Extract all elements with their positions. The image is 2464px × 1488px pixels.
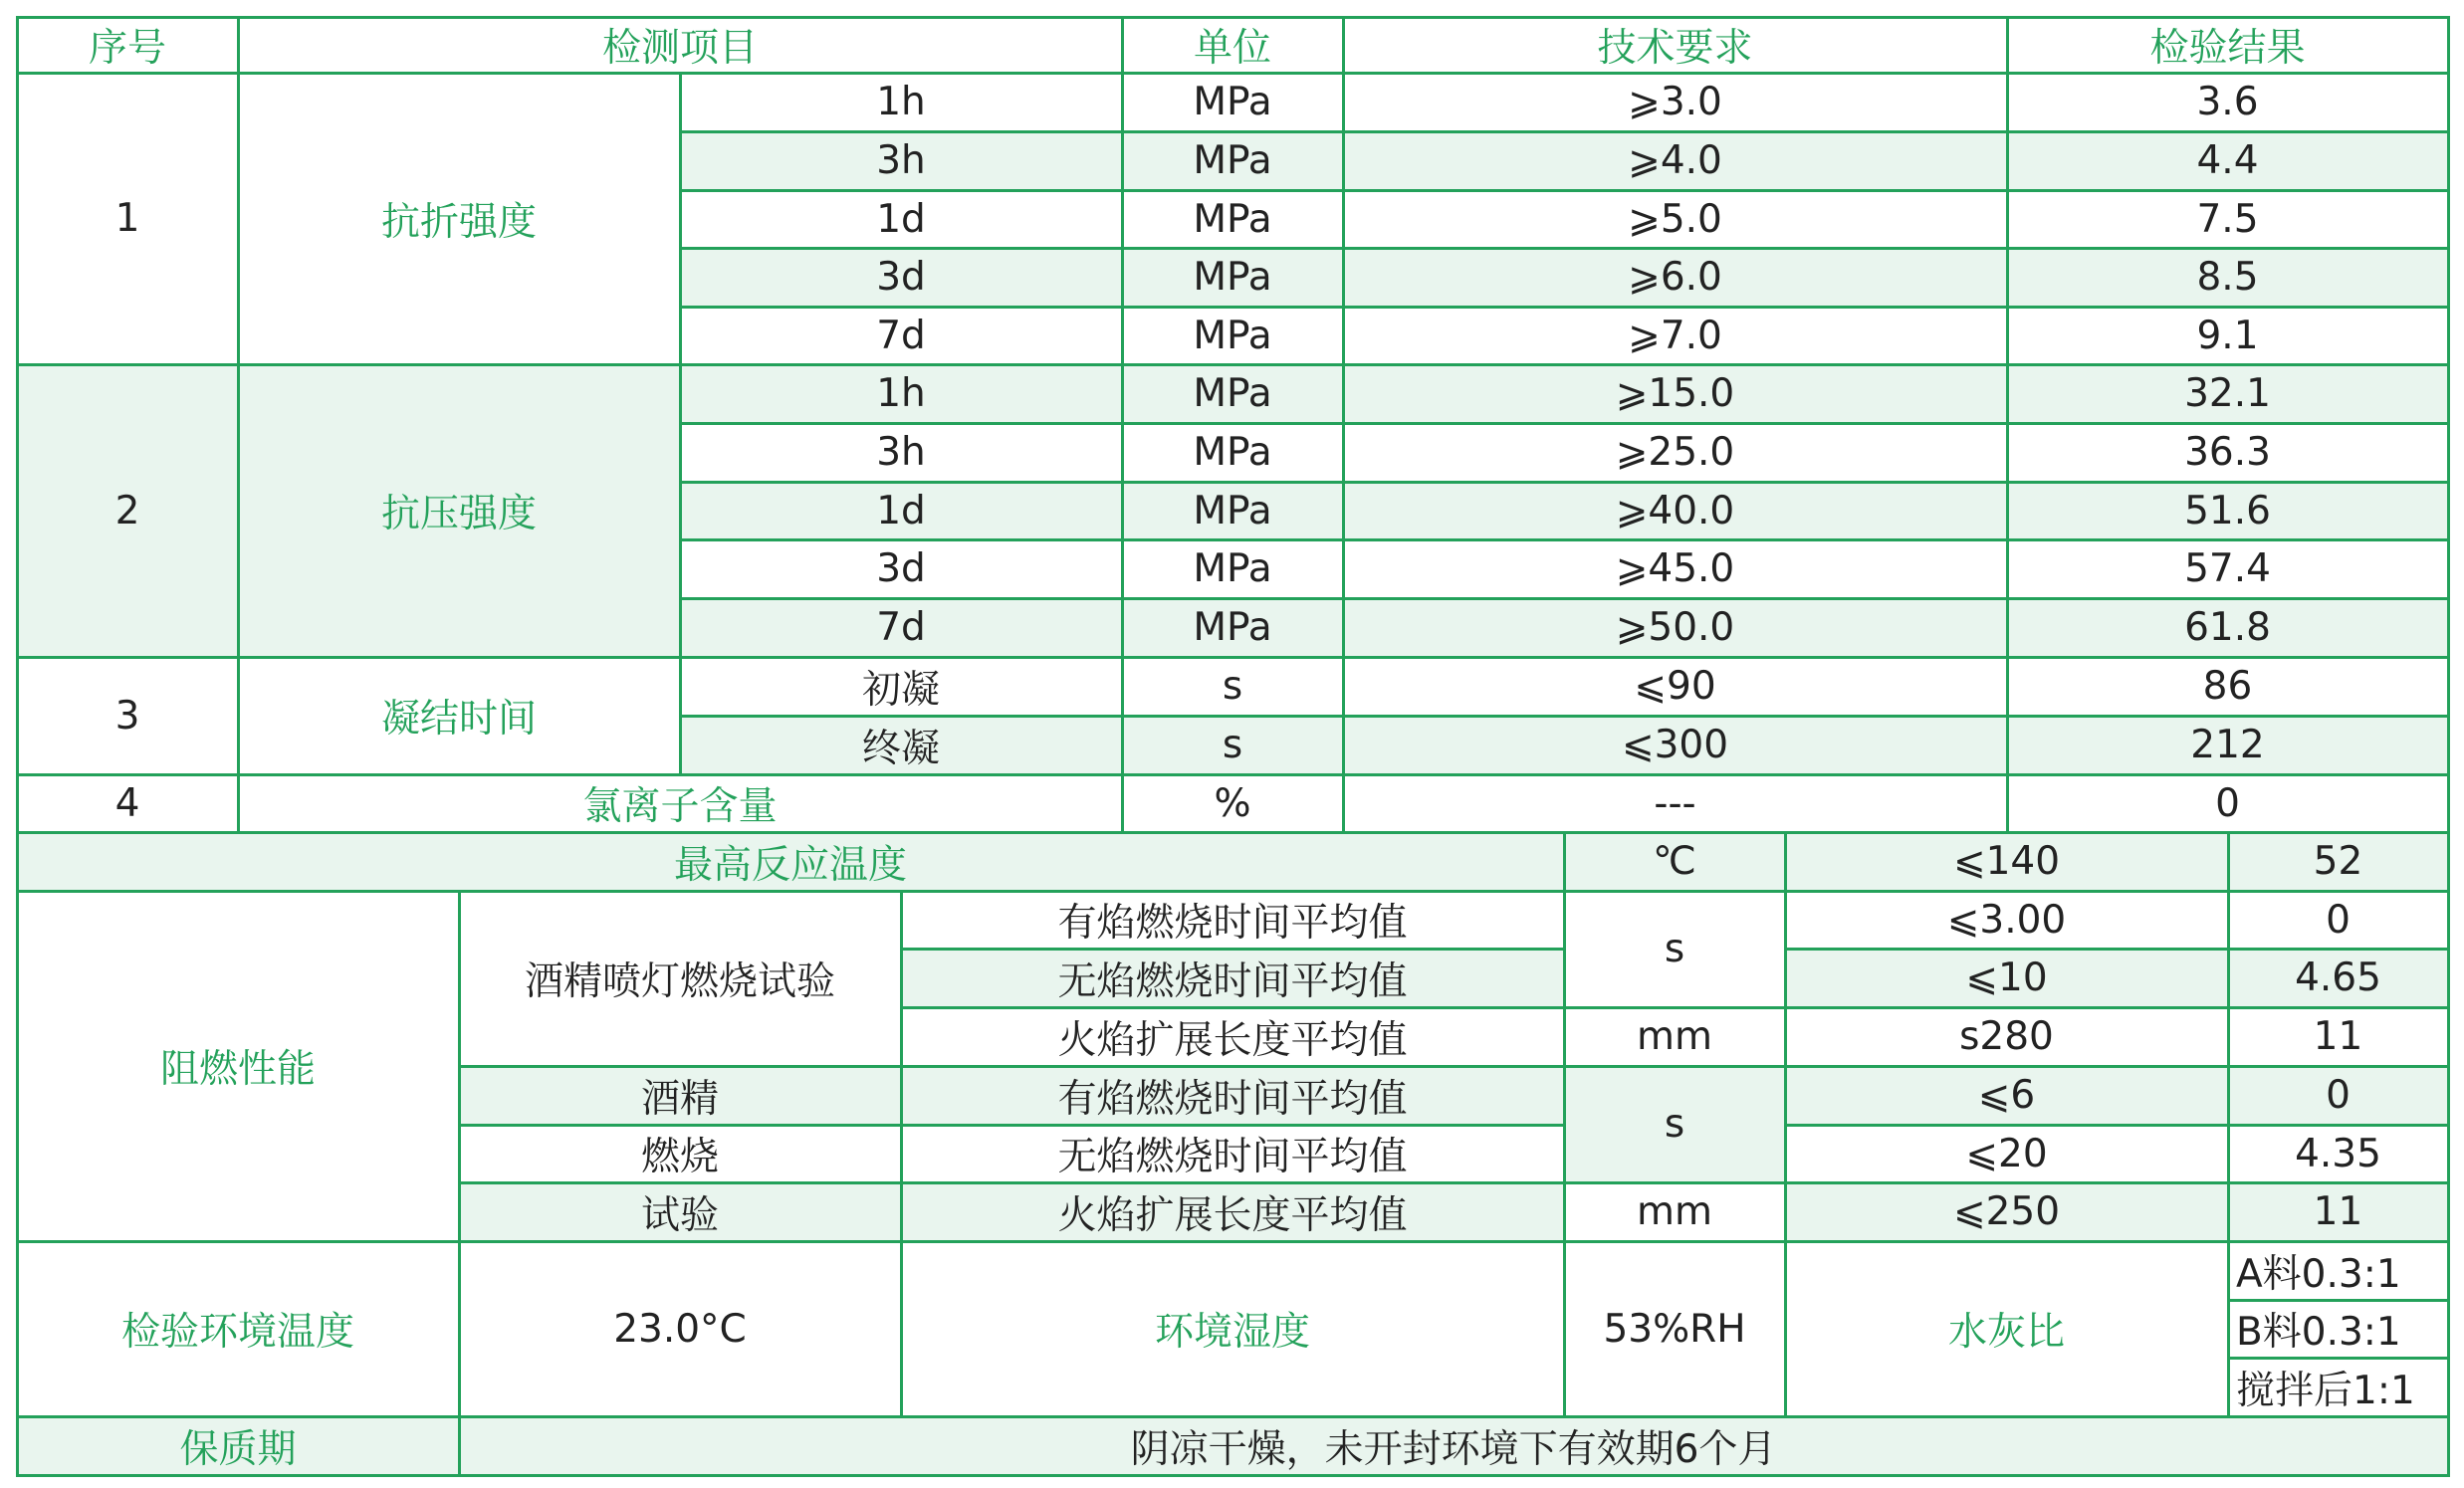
- grid-line: [679, 715, 2450, 718]
- grid-line: [16, 773, 2450, 776]
- grid-line: [679, 130, 2450, 133]
- row-unit: MPa: [1193, 546, 1272, 591]
- group3-no: 3: [114, 693, 140, 739]
- grid-line: [2006, 16, 2009, 834]
- ratio-c: 搅拌后1:1: [2236, 1368, 2415, 1413]
- max-temp-requirement: ⩽140: [1785, 832, 2228, 891]
- row-sub: 初凝: [861, 667, 940, 713]
- flame-unit-s1: s: [1664, 927, 1685, 971]
- grid-line: [679, 538, 2450, 541]
- row-sub: 3d: [680, 248, 1122, 307]
- row-result: 8.5: [2007, 248, 2448, 307]
- row-unit: MPa: [1193, 196, 1272, 242]
- grid-line: [679, 306, 2450, 309]
- env-humidity-value: 53%RH: [1603, 1306, 1746, 1352]
- row-sub: 3h: [680, 131, 1122, 190]
- flame-row-requirement: ⩽3.00: [1946, 897, 2067, 943]
- row-sub: 1d: [876, 196, 926, 242]
- row-result: 212: [2007, 716, 2448, 774]
- grid-line: [1563, 831, 1566, 1418]
- row-result: 3.6: [2196, 80, 2259, 124]
- group4-no: 4: [114, 780, 140, 826]
- header-unit: 单位: [1193, 26, 1271, 71]
- max-temp-label: 最高反应温度: [17, 832, 1564, 891]
- grid-line: [16, 1415, 2450, 1418]
- flame-row-result: 4.65: [2228, 949, 2448, 1007]
- grid-line: [16, 16, 19, 1477]
- row-result: 61.8: [2007, 598, 2448, 657]
- flame-row-requirement: ⩽250: [1785, 1182, 2228, 1241]
- grid-line: [1342, 16, 1345, 834]
- group2-no: 2: [17, 364, 238, 657]
- env-temp-value: 23.0°C: [613, 1306, 747, 1352]
- row-requirement: ⩾6.0: [1343, 248, 2007, 307]
- grid-line: [16, 16, 2450, 19]
- water-cement-ratio-label: 水灰比: [1947, 1310, 2065, 1355]
- flame-row-result: 11: [2228, 1182, 2448, 1241]
- flame-test1: 酒精喷灯燃烧试验: [524, 959, 835, 1004]
- flame-row-requirement: ⩽10: [1785, 949, 2228, 1007]
- group4-unit: %: [1214, 780, 1251, 826]
- max-temp-unit: ℃: [1564, 832, 1785, 891]
- flame-test2-a: 酒精: [459, 1066, 901, 1125]
- flame-row-requirement: ⩽6: [1785, 1066, 2228, 1125]
- row-unit: MPa: [1193, 80, 1272, 124]
- flame-unit-s2: s: [1564, 1066, 1785, 1182]
- grid-line: [900, 890, 903, 1418]
- row-requirement: ⩾4.0: [1343, 131, 2007, 190]
- flame-row-name: 火焰扩展长度平均值: [1057, 1017, 1408, 1063]
- row-requirement: ⩾25.0: [1615, 430, 1735, 475]
- grid-line: [16, 72, 2450, 75]
- group3-label: 凝结时间: [380, 697, 537, 742]
- grid-line: [2447, 16, 2450, 1477]
- row-requirement: ⩾5.0: [1628, 196, 1722, 242]
- row-sub: 1d: [680, 482, 1122, 539]
- flame-row-result: 0: [2326, 897, 2351, 943]
- group2-label: 抗压强度: [238, 364, 680, 657]
- grid-line: [679, 189, 2450, 192]
- grid-line: [1121, 16, 1124, 834]
- grid-line: [679, 72, 682, 775]
- row-result: 32.1: [2007, 364, 2448, 423]
- row-sub: 1h: [680, 364, 1122, 423]
- grid-line: [237, 16, 240, 834]
- row-unit: MPa: [1193, 430, 1272, 475]
- grid-line: [900, 1006, 2450, 1009]
- row-result: 36.3: [2184, 430, 2271, 475]
- flame-row-name: 有焰燃烧时间平均值: [1057, 901, 1408, 946]
- flame-row-requirement: s280: [1959, 1014, 2054, 1059]
- row-sub: 7d: [876, 313, 926, 358]
- grid-line: [679, 481, 2450, 484]
- grid-line: [458, 1124, 1565, 1127]
- grid-line: [2227, 1299, 2450, 1302]
- row-result: 51.6: [2007, 482, 2448, 539]
- header-requirement: 技术要求: [1597, 26, 1753, 71]
- row-requirement: ⩾50.0: [1343, 598, 2007, 657]
- flame-row-name: 火焰扩展长度平均值: [901, 1182, 1564, 1241]
- flame-row-name: 有焰燃烧时间平均值: [901, 1066, 1564, 1125]
- header-result: 检验结果: [2149, 26, 2306, 71]
- grid-line: [1784, 948, 2450, 951]
- row-requirement: ⩽300: [1343, 716, 2007, 774]
- row-sub: 3d: [876, 546, 926, 591]
- row-requirement: ⩾45.0: [1615, 546, 1735, 591]
- row-result: 7.5: [2196, 196, 2259, 242]
- group4-label: 氯离子含量: [582, 784, 778, 829]
- header-no: 序号: [88, 26, 166, 71]
- shelf-life-label: 保质期: [17, 1416, 459, 1475]
- flame-test2-b: 燃烧: [640, 1135, 719, 1179]
- grid-line: [16, 1474, 2450, 1477]
- flame-unit-mm1: mm: [1637, 1014, 1712, 1059]
- grid-line: [16, 890, 2450, 893]
- grid-line: [16, 656, 2450, 659]
- row-sub: 1h: [876, 80, 926, 124]
- env-temp-label: 检验环境温度: [120, 1310, 354, 1355]
- ratio-b: B料0.3:1: [2236, 1310, 2401, 1355]
- row-requirement: ⩾3.0: [1628, 80, 1722, 124]
- row-unit: MPa: [1122, 482, 1343, 539]
- grid-line: [16, 831, 2450, 834]
- row-result: 57.4: [2184, 546, 2271, 591]
- flame-test2-c: 试验: [459, 1182, 901, 1241]
- env-humidity-label: 环境湿度: [1154, 1310, 1310, 1355]
- row-requirement: ⩾15.0: [1343, 364, 2007, 423]
- row-requirement: ⩽90: [1634, 664, 1716, 709]
- flame-row-result: 4.35: [2295, 1131, 2381, 1176]
- grid-line: [1784, 1124, 2450, 1127]
- grid-line: [679, 247, 2450, 250]
- row-result: 86: [2202, 664, 2253, 709]
- group1-no: 1: [114, 196, 140, 241]
- grid-line: [458, 1181, 2450, 1184]
- row-result: 4.4: [2007, 131, 2448, 190]
- grid-line: [900, 948, 1565, 951]
- header-item: 检测项目: [601, 26, 758, 71]
- grid-line: [458, 1065, 2450, 1068]
- row-unit: s: [1222, 664, 1243, 709]
- grid-line: [2227, 1357, 2450, 1360]
- flame-unit-mm2: mm: [1637, 1189, 1712, 1234]
- max-temp-result: 52: [2228, 832, 2448, 891]
- flame-label: 阻燃性能: [159, 1047, 316, 1092]
- shelf-life-value: 阴凉干燥，未开封环境下有效期6个月: [459, 1416, 2448, 1475]
- group4-requirement: ---: [1654, 780, 1696, 826]
- row-unit: MPa: [1122, 131, 1343, 190]
- flame-row-requirement: ⩽20: [1965, 1131, 2048, 1176]
- grid-line: [16, 363, 2450, 366]
- group4-result: 0: [2215, 780, 2240, 826]
- grid-line: [16, 1240, 2450, 1243]
- flame-row-name: 无焰燃烧时间平均值: [901, 949, 1564, 1007]
- row-unit: MPa: [1122, 598, 1343, 657]
- row-requirement: ⩾7.0: [1628, 313, 1722, 358]
- row-sub: 3h: [876, 430, 926, 475]
- row-unit: s: [1122, 716, 1343, 774]
- grid-line: [1784, 831, 1787, 1418]
- row-unit: MPa: [1122, 248, 1343, 307]
- flame-row-result: 11: [2313, 1014, 2363, 1059]
- grid-line: [2227, 831, 2230, 1418]
- grid-line: [679, 597, 2450, 600]
- row-requirement: ⩾40.0: [1343, 482, 2007, 539]
- row-sub: 7d: [680, 598, 1122, 657]
- flame-row-name: 无焰燃烧时间平均值: [1057, 1135, 1408, 1179]
- flame-row-result: 0: [2228, 1066, 2448, 1125]
- grid-line: [679, 422, 2450, 425]
- row-result: 9.1: [2196, 313, 2259, 358]
- group1-label: 抗折强度: [380, 199, 537, 245]
- row-sub: 终凝: [680, 716, 1122, 774]
- grid-line: [458, 890, 461, 1477]
- row-unit: MPa: [1193, 313, 1272, 358]
- ratio-a: A料0.3:1: [2236, 1251, 2401, 1297]
- row-unit: MPa: [1122, 364, 1343, 423]
